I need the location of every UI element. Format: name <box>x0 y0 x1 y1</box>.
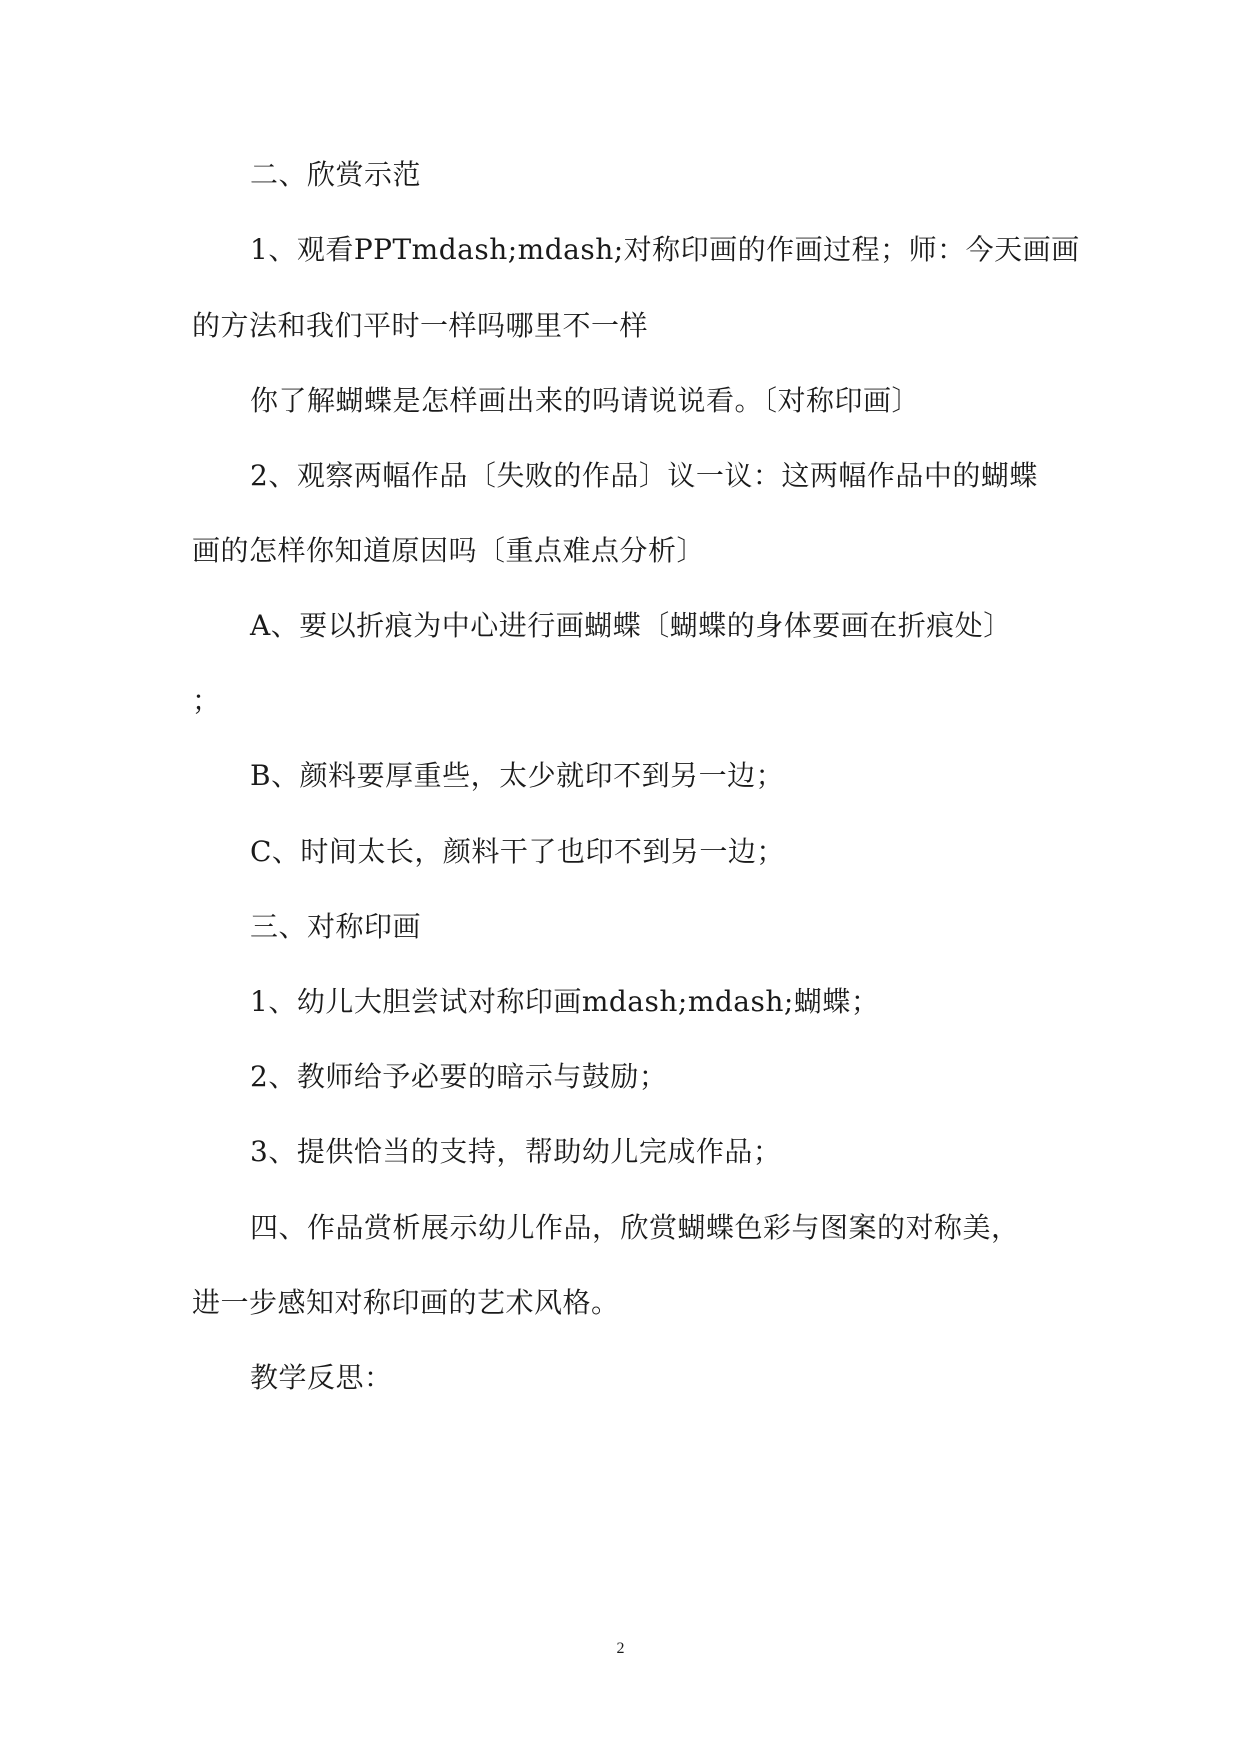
paragraph-line: C、时间太长，颜料干了也印不到另一边； <box>250 835 785 868</box>
paragraph-line: ； <box>192 684 221 717</box>
paragraph-line: 的方法和我们平时一样吗哪里不一样 <box>192 309 649 342</box>
paragraph-line: 2、教师给予必要的暗示与鼓励； <box>250 1060 668 1093</box>
paragraph-line: B、颜料要厚重些，太少就印不到另一边； <box>250 759 785 792</box>
paragraph-line: 1、观看PPTmdash;mdash;对称印画的作画过程；师：今天画画 <box>250 233 1080 266</box>
paragraph-line: 2、观察两幅作品〔失败的作品〕议一议：这两幅作品中的蝴蝶 <box>250 459 1038 492</box>
paragraph-line: 你了解蝴蝶是怎样画出来的吗请说说看。〔对称印画〕 <box>250 384 921 417</box>
paragraph-line: 3、提供恰当的支持，帮助幼儿完成作品； <box>250 1135 782 1168</box>
paragraph-line: 1、幼儿大胆尝试对称印画mdash;mdash;蝴蝶； <box>250 985 880 1018</box>
page-number: 2 <box>616 1640 625 1657</box>
section-heading-reflection: 教学反思： <box>250 1361 393 1394</box>
section-heading-appreciation: 二、欣赏示范 <box>250 158 422 191</box>
paragraph-line: A、要以折痕为中心进行画蝴蝶〔蝴蝶的身体要画在折痕处〕 <box>250 609 1012 642</box>
section-heading-printing: 三、对称印画 <box>250 910 422 943</box>
paragraph-line: 画的怎样你知道原因吗〔重点难点分析〕 <box>192 534 706 567</box>
section-heading-appreciation-works: 四、作品赏析展示幼儿作品，欣赏蝴蝶色彩与图案的对称美， <box>250 1211 1020 1244</box>
paragraph-line: 进一步感知对称印画的艺术风格。 <box>192 1286 620 1319</box>
